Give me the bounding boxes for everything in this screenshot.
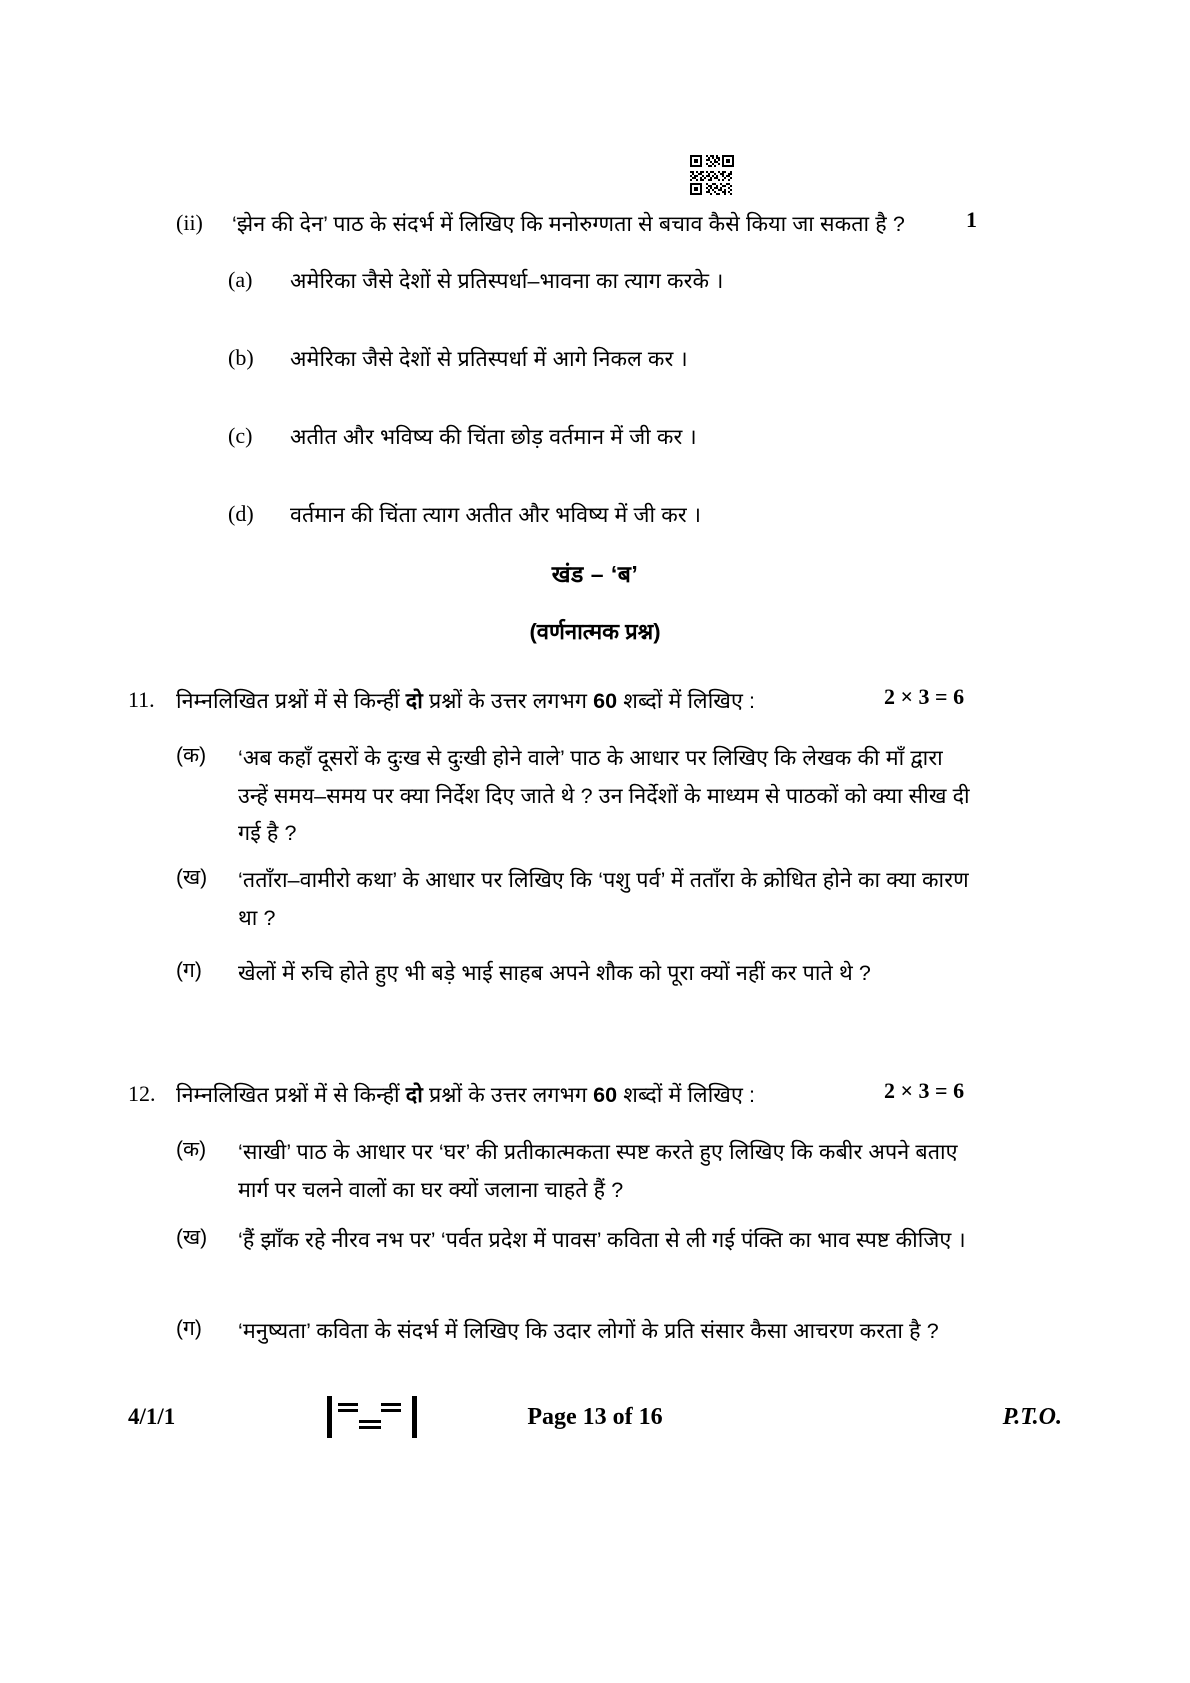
question-12-subquestion-ka — [176, 1134, 976, 1209]
q12-kha-text: ‘हैं झाँक रहे नीरव नभ पर’ ‘पर्वत प्रदेश में पावस’ कविता से ली गई पंक्ति का भाव स्पष्ट कीजिए । — [238, 1228, 966, 1252]
option-a-marker: (a) — [228, 267, 253, 292]
paper-code: 4/1/1 — [128, 1404, 176, 1429]
question-ii-marker: (ii) — [176, 210, 203, 235]
q11-kha-marker: (ख) — [176, 866, 208, 889]
question-12-marks: 2 × 3 = 6 — [884, 1078, 965, 1103]
q11-ka-marker: (क) — [176, 744, 207, 767]
question-11-stem — [176, 683, 755, 721]
page-footer — [0, 1404, 1190, 1444]
q12-kha-marker: (ख) — [176, 1226, 208, 1249]
question-ii — [176, 206, 1006, 244]
q11-ka-text: ‘अब कहाँ दूसरों के दुःख से दुःखी होने वाले’ पाठ के आधार पर लिखिए कि लेखक की माँ द्वारा उन्हें समय–समय पर क्या निर्देश दिए जाते थे ? उन निर्देशों के माध्यम से पाठकों को क्या सीख दी गई है ? — [238, 746, 970, 846]
option-b-marker: (b) — [228, 345, 254, 370]
q11-kha-text: ‘तताँरा–वामीरो कथा’ के आधार पर लिखिए कि ‘पशु पर्व’ में तताँरा के क्रोधित होने का क्या कारण था ? — [238, 868, 969, 930]
q12-ga-marker: (ग) — [176, 1317, 202, 1340]
q11-stem-bold-words: 60 — [593, 689, 618, 713]
q11-ga-marker: (ग) — [176, 959, 202, 982]
question-ii-marks: 1 — [966, 207, 977, 232]
q11-stem-part3: शब्दों में लिखिए : — [617, 689, 756, 713]
question-12-number: 12. — [128, 1081, 156, 1106]
question-12 — [128, 1077, 888, 1115]
question-12-subquestion-kha — [176, 1222, 976, 1260]
q12-stem-bold-count: दो — [405, 1083, 423, 1107]
question-12-subquestion-ga — [176, 1313, 976, 1351]
q11-stem-bold-count: दो — [405, 689, 423, 713]
q12-stem-part1: निम्नलिखित प्रश्नों में से किन्हीं — [176, 1083, 406, 1107]
option-c-text: अतीत और भविष्य की चिंता छोड़ वर्तमान में जी कर । — [290, 425, 697, 449]
option-a[interactable] — [228, 263, 988, 301]
question-12-stem — [176, 1077, 755, 1115]
question-11-subquestion-ga — [176, 955, 976, 993]
q12-stem-part2: प्रश्नों के उत्तर लगभग — [422, 1083, 594, 1107]
option-b-text: अमेरिका जैसे देशों से प्रतिस्पर्धा में आगे निकल कर । — [290, 347, 688, 371]
q11-ga-text: खेलों में रुचि होते हुए भी बड़े भाई साहब अपने शौक को पूरा क्यों नहीं कर पाते थे ? — [238, 961, 871, 985]
option-d[interactable] — [228, 497, 988, 535]
q12-stem-part3: शब्दों में लिखिए : — [617, 1083, 756, 1107]
q12-ka-text: ‘साखी’ पाठ के आधार पर ‘घर’ की प्रतीकात्मकता स्पष्ट करते हुए लिखिए कि कबीर अपने बताए मार्ग पर चलने वालों का घर क्यों जलाना चाहते हैं ? — [238, 1140, 958, 1202]
option-a-text: अमेरिका जैसे देशों से प्रतिस्पर्धा–भावना का त्याग करके । — [290, 269, 724, 293]
option-c[interactable] — [228, 419, 988, 457]
q11-stem-part2: प्रश्नों के उत्तर लगभग — [422, 689, 594, 713]
q12-ga-text: ‘मनुष्यता’ कविता के संदर्भ में लिखिए कि उदार लोगों के प्रति संसार कैसा आचरण करता है ? — [238, 1319, 939, 1343]
page-number-label: Page 13 of 16 — [527, 1404, 663, 1430]
question-ii-text: ‘झेन की देन’ पाठ के संदर्भ में लिखिए कि मनोरुग्णता से बचाव कैसे किया जा सकता है ? — [232, 212, 905, 236]
option-d-text: वर्तमान की चिंता त्याग अतीत और भविष्य में जी कर । — [290, 503, 702, 527]
q11-stem-part1: निम्नलिखित प्रश्नों में से किन्हीं — [176, 689, 406, 713]
question-11-subquestion-kha — [176, 862, 976, 937]
option-b[interactable] — [228, 341, 988, 379]
q12-stem-bold-words: 60 — [593, 1083, 618, 1107]
qr-code — [688, 153, 736, 197]
pto-label: P.T.O. — [1002, 1404, 1062, 1430]
q12-ka-marker: (क) — [176, 1138, 207, 1161]
question-11-subquestion-ka — [176, 740, 976, 853]
question-11-number: 11. — [128, 687, 155, 712]
question-11-marks: 2 × 3 = 6 — [884, 684, 965, 709]
question-11 — [128, 683, 888, 721]
option-c-marker: (c) — [228, 423, 253, 448]
section-subtitle: (वर्णनात्मक प्रश्न) — [529, 619, 661, 644]
option-d-marker: (d) — [228, 501, 254, 526]
section-title: खंड – ‘ब’ — [551, 561, 639, 587]
